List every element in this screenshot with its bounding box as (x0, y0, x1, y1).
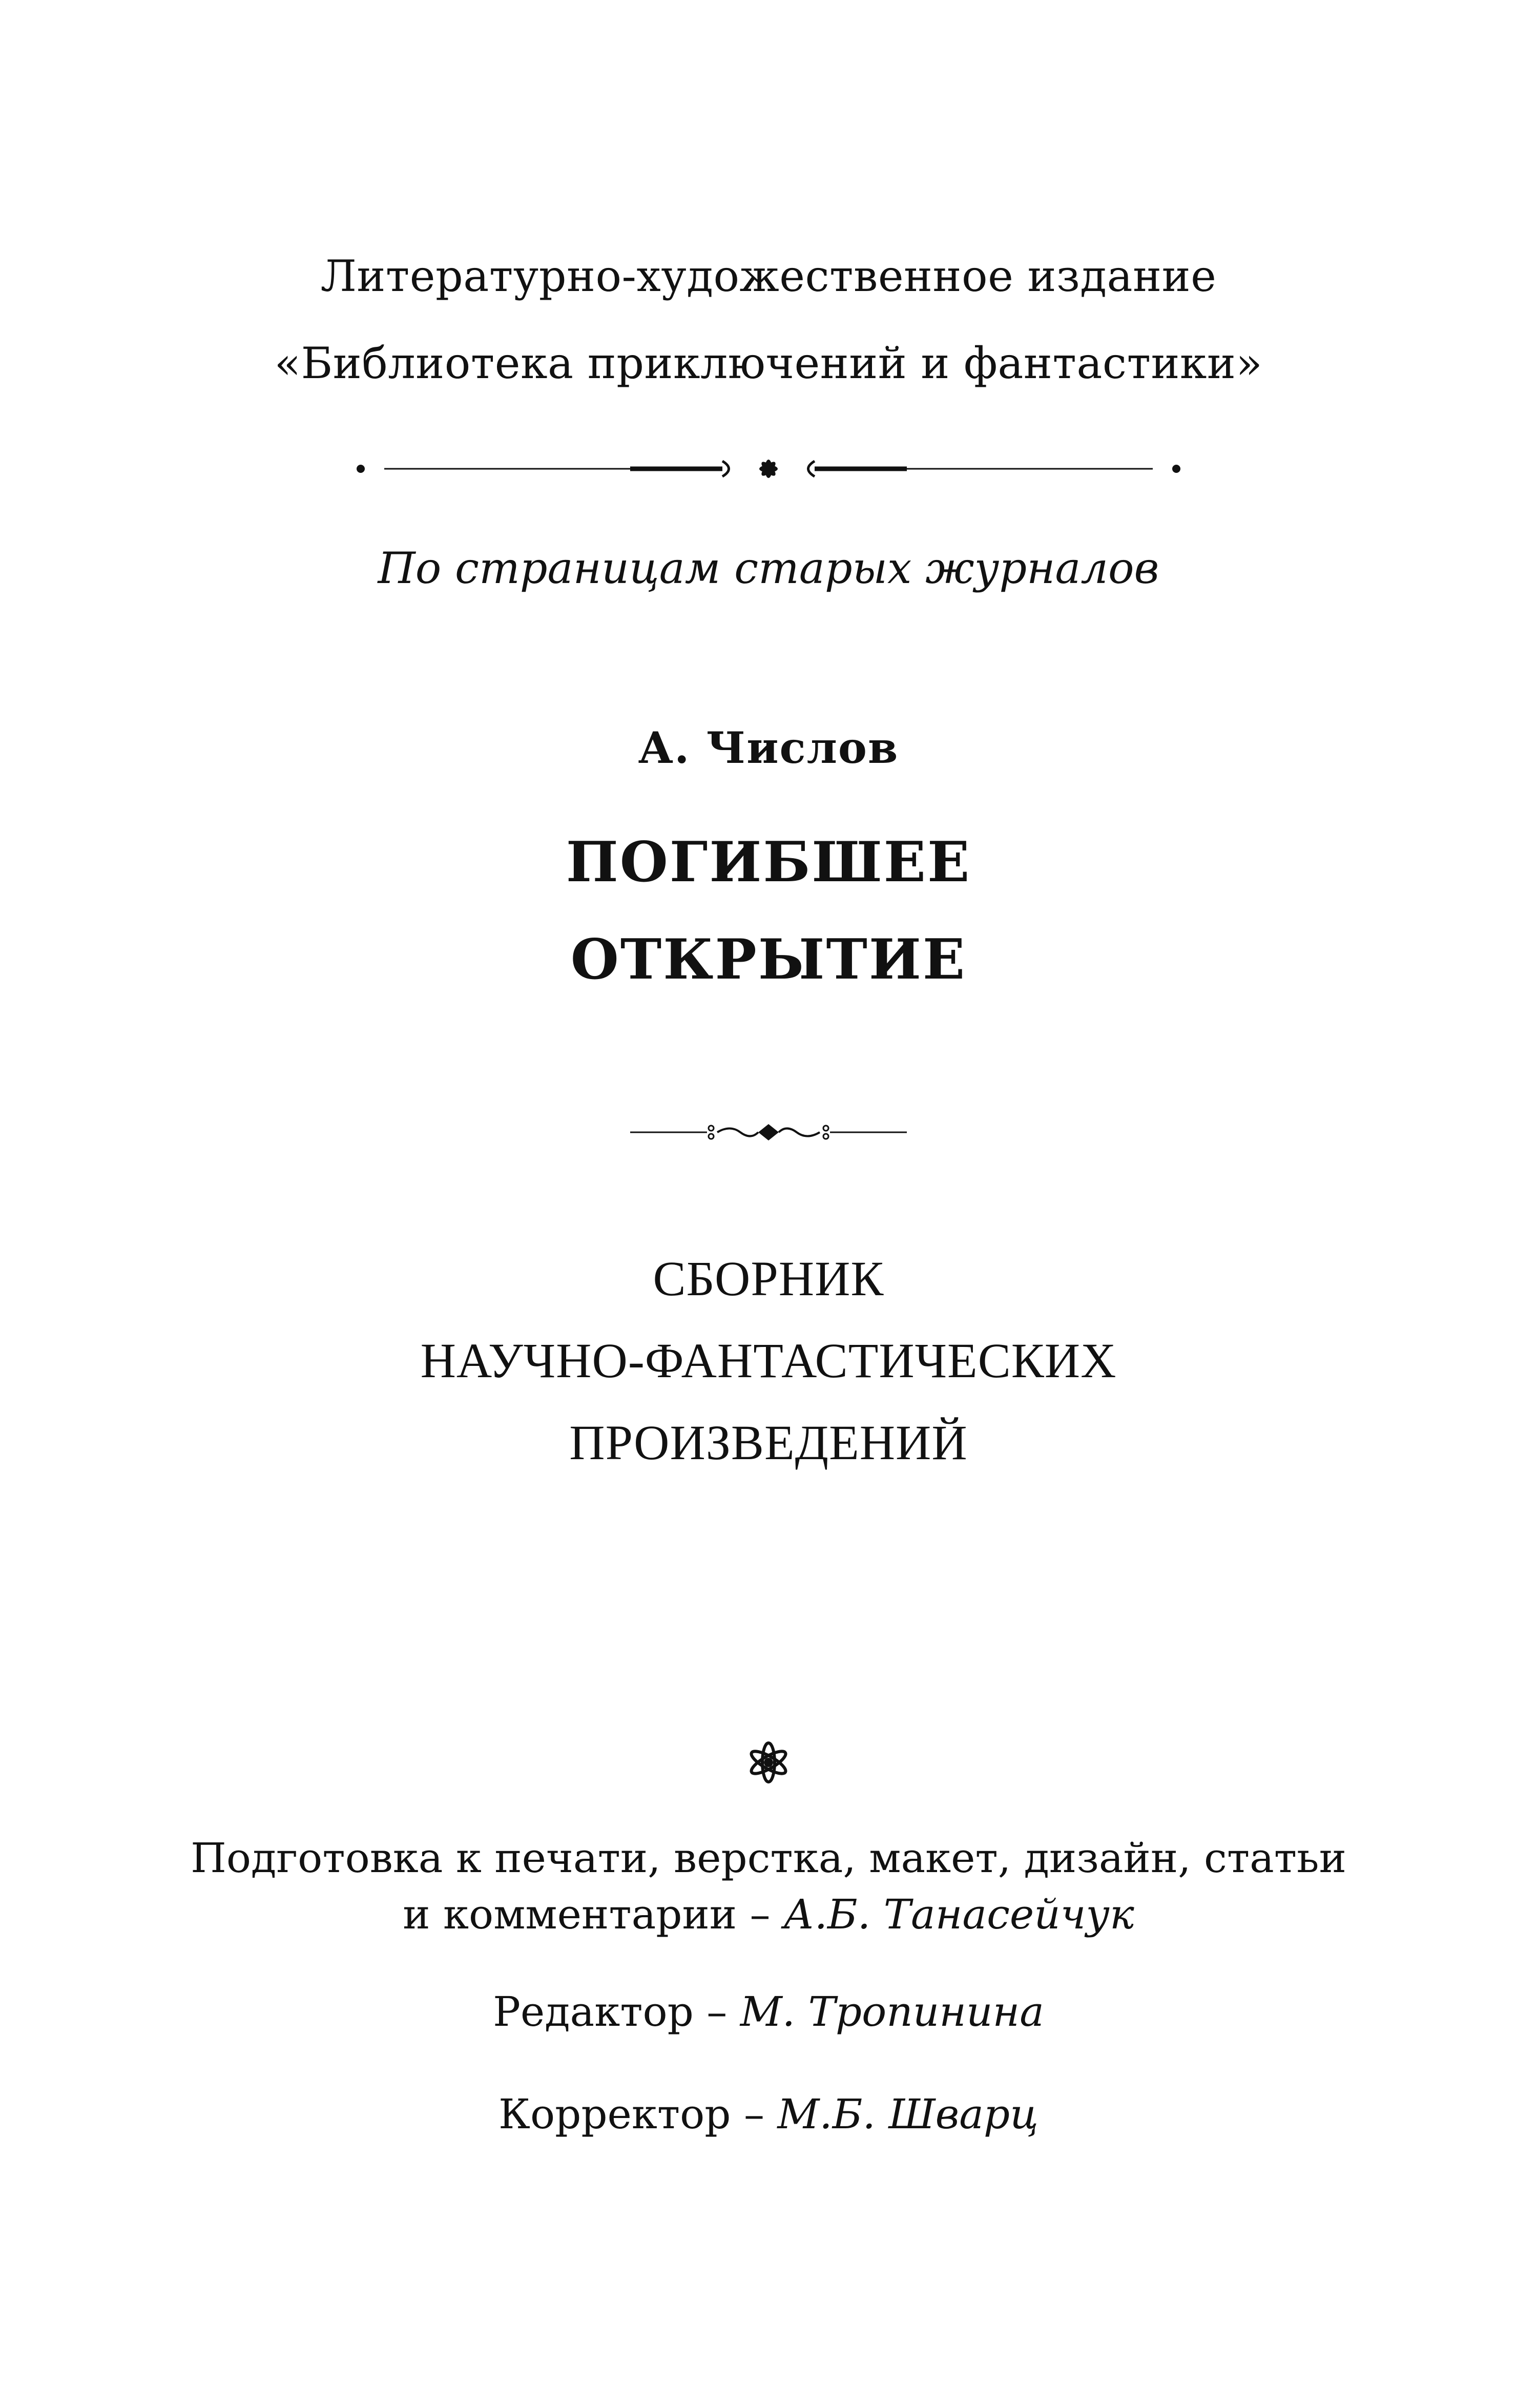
credits-editor-name: М. Тропинина (740, 1988, 1044, 2036)
series-subtitle: По страницам старых журналов (378, 543, 1159, 593)
genre-line-3: ПРОИЗВЕДЕНИЙ (569, 1415, 968, 1470)
genre-line-2: НАУЧНО-ФАНТАСТИЧЕСКИХ (420, 1333, 1117, 1388)
credits-proofreader (0, 2090, 1537, 2138)
book-title-line-2: ОТКРЫТИЕ (570, 927, 967, 992)
flower-asterism-icon (743, 1737, 794, 1788)
publication-type: Литературно-художественное издание (320, 251, 1217, 301)
book-title-line-1: ПОГИБШЕЕ (566, 830, 971, 895)
credits-editor (0, 1988, 1537, 2036)
credits-preparation-line-1: Подготовка к печати, верстка, макет, дизайн, статьи (191, 1834, 1346, 1882)
ornamental-vine-rule-icon (630, 1117, 907, 1148)
credits-preparation-line-2 (0, 1891, 1537, 1938)
ornamental-rule-top-icon (354, 446, 1183, 492)
genre-line-1: СБОРНИК (653, 1251, 884, 1306)
credits-proofreader-name: М.Б. Шварц (777, 2090, 1038, 2138)
credits-editor-label: Редактор – (493, 1988, 740, 2036)
author-name: А. Числов (638, 722, 899, 773)
credits-proofreader-label: Корректор – (499, 2090, 778, 2138)
series-name: «Библиотека приключений и фантастики» (274, 338, 1263, 388)
credits-preparation-label: и комментарии – (403, 1891, 783, 1938)
credits-preparation-name: А.Б. Танасейчук (783, 1891, 1134, 1938)
